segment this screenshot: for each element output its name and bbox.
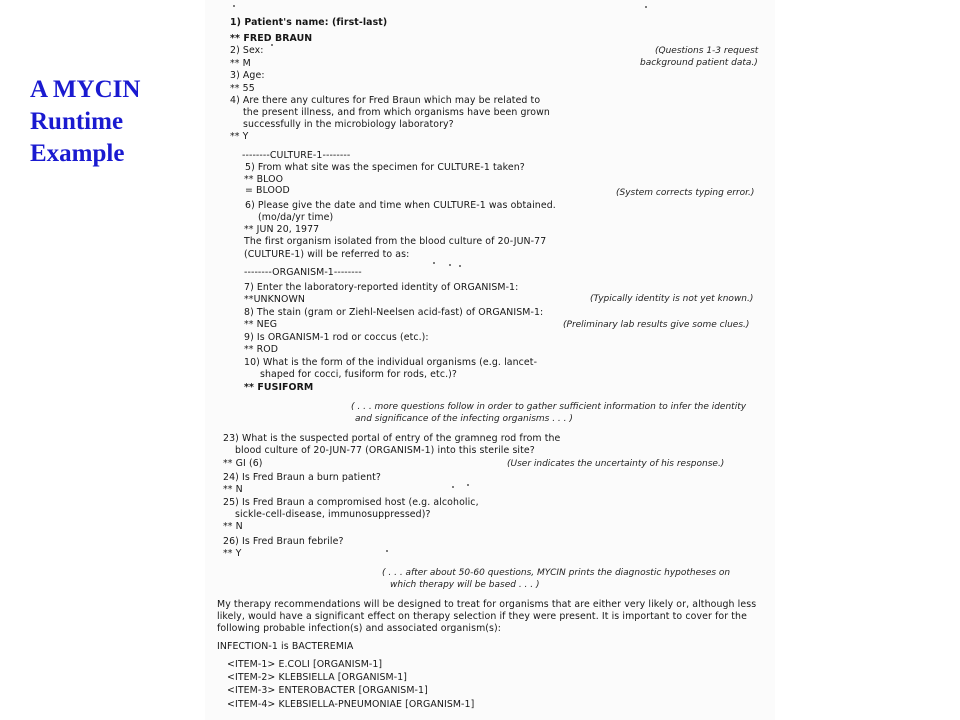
transcript-line: shaped for cocci, fusiform for rods, etc.)? [260,369,457,380]
transcript-line: ** N [223,484,243,495]
transcript-line: ** Y [223,548,242,559]
transcript-line: blood culture of 20-JUN-77 (ORGANISM-1) into this sterile site? [235,445,535,456]
transcript-line: ** FRED BRAUN [230,33,313,44]
margin-annotation: and significance of the infecting organisms . . . ) [355,414,573,424]
transcript-line: **UNKNOWN [244,294,305,305]
slide-title-line: Runtime [30,108,124,135]
margin-annotation: (Preliminary lab results give some clues.) [563,320,750,330]
transcript-line: ** M [230,58,251,69]
transcript-line: 8) The stain (gram or Ziehl-Neelsen acid-fast) of ORGANISM-1: [244,307,544,318]
transcript-line: ** GI (6) [223,458,263,469]
margin-annotation: (Typically identity is not yet known.) [590,294,754,304]
transcript-line: 10) What is the form of the individual organisms (e.g. lancet- [244,357,538,368]
margin-annotation: which therapy will be based . . . ) [390,580,540,590]
transcript-line: ** NEG [244,319,278,330]
transcript-line: 5) From what site was the specimen for CULTURE-1 taken? [245,162,525,173]
transcript-line: ** N [223,521,243,532]
transcript-line: 9) Is ORGANISM-1 rod or coccus (etc.): [244,332,429,343]
transcript-line: 4) Are there any cultures for Fred Braun which may be related to [230,95,541,106]
transcript-line: 26) Is Fred Braun febrile? [223,536,344,547]
transcript-line: 7) Enter the laboratory-reported identity of ORGANISM-1: [244,282,519,293]
transcript-line: <ITEM-2> KLEBSIELLA [ORGANISM-1] [227,672,408,683]
transcript-line: ** ROD [244,344,279,355]
transcript-line: 2) Sex: [230,45,264,56]
transcript-line: --------CULTURE-1-------- [242,150,351,161]
transcript-line: 25) Is Fred Braun a compromised host (e.g. alcoholic, [223,497,479,508]
transcript-line: following probable infection(s) and associated organism(s): [217,623,502,634]
transcript-line: <ITEM-1> E.COLI [ORGANISM-1] [227,659,383,670]
margin-annotation: (User indicates the uncertainty of his response.) [507,459,725,469]
transcript-line: ** FUSIFORM [244,382,314,393]
margin-annotation: ( . . . more questions follow in order to gather sufficient information to infer the identity [351,402,747,412]
margin-annotation: ( . . . after about 50-60 questions, MYCIN prints the diagnostic hypotheses on [382,568,731,578]
transcript-line: (CULTURE-1) will be referred to as: [244,249,410,260]
transcript-line: ** BLOO [244,174,284,185]
margin-annotation: (System corrects typing error.) [616,188,755,198]
transcript-line: likely, would have a significant effect on therapy selection if they were present. It is important to cover for the [217,611,747,622]
transcript-line: (mo/da/yr time) [258,212,334,223]
transcript-line: My therapy recommendations will be designed to treat for organisms that are either very likely or, although less [217,599,757,610]
margin-annotation: (Questions 1-3 request [655,46,759,56]
transcript-line: 6) Please give the date and time when CULTURE-1 was obtained. [245,200,556,211]
transcript-line: = BLOOD [245,185,290,196]
transcript-line: --------ORGANISM-1-------- [244,267,362,278]
scanned-transcript-page [205,0,775,720]
transcript-line: 23) What is the suspected portal of entry of the gramneg rod from the [223,433,561,444]
transcript-line: ** 55 [230,83,255,94]
transcript-line: 24) Is Fred Braun a burn patient? [223,472,382,483]
transcript-line: 1) Patient's name: (first-last) [230,17,388,28]
slide-title [30,74,200,170]
slide-title-line: Example [30,140,125,167]
transcript-line: ** JUN 20, 1977 [244,224,320,235]
transcript-line: The first organism isolated from the blood culture of 20-JUN-77 [244,236,547,247]
transcript-line: INFECTION-1 is BACTEREMIA [217,641,354,652]
slide-title-line: A MYCIN [30,76,141,103]
transcript-line: <ITEM-4> KLEBSIELLA-PNEUMONIAE [ORGANISM-1] [227,699,475,710]
transcript-line: <ITEM-3> ENTEROBACTER [ORGANISM-1] [227,685,428,696]
transcript-line: ** Y [230,131,249,142]
transcript-line: 3) Age: [230,70,265,81]
transcript-line: successfully in the microbiology laboratory? [243,119,454,130]
transcript-line: sickle-cell-disease, immunosuppressed)? [235,509,431,520]
margin-annotation: background patient data.) [640,58,758,68]
transcript-line: the present illness, and from which organisms have been grown [243,107,550,118]
